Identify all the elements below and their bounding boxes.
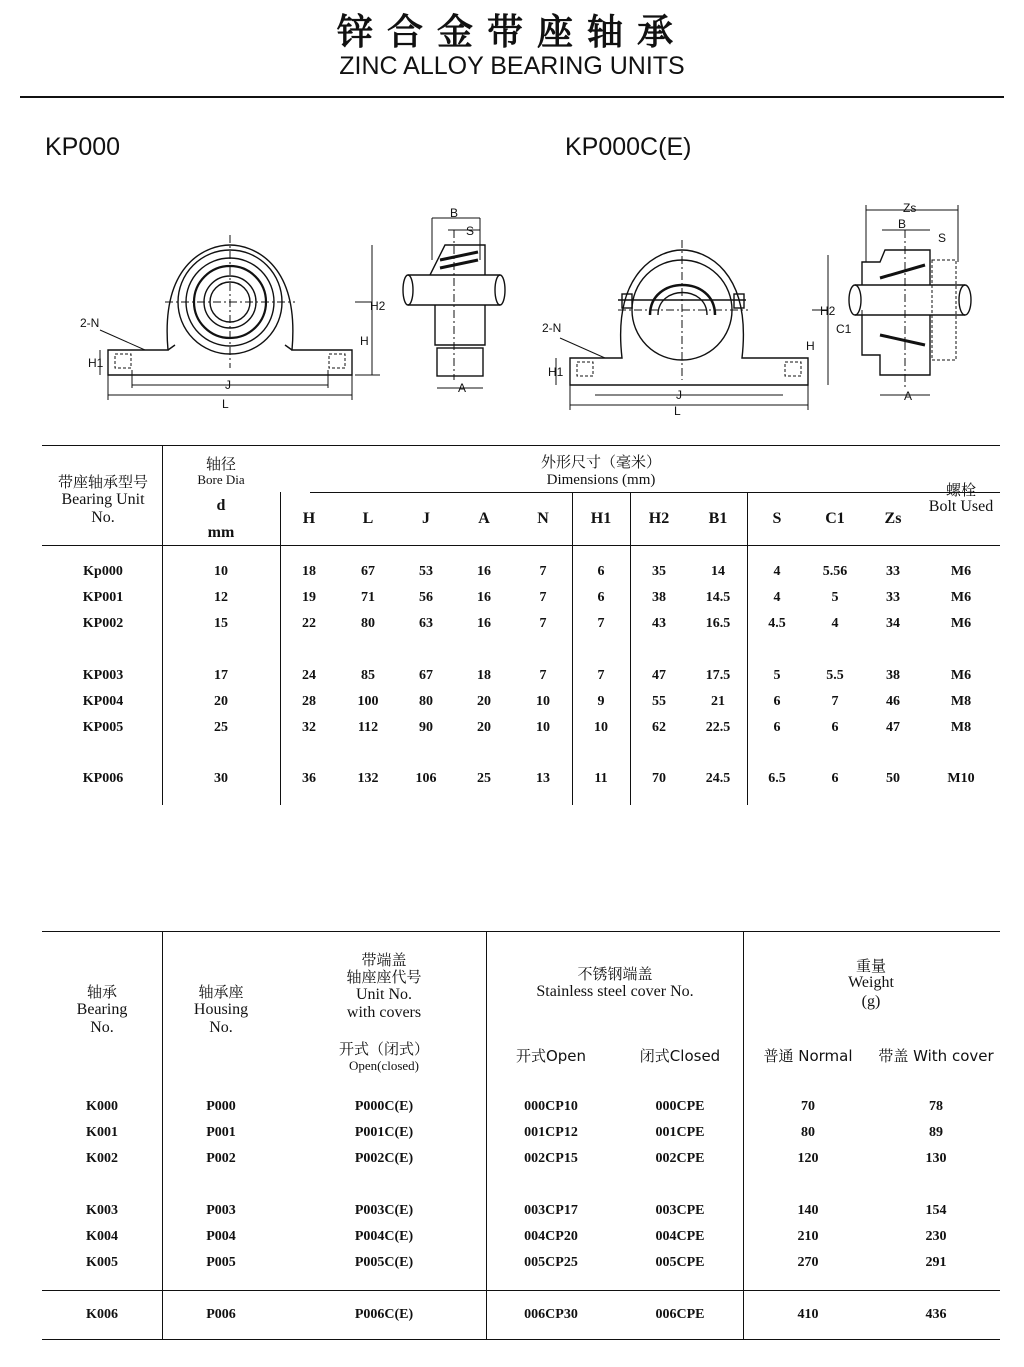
table-cell: 7 <box>539 668 547 683</box>
table-cell: P003C(E) <box>354 1203 414 1218</box>
table-cell: M8 <box>950 720 972 735</box>
table-cell: 16.5 <box>705 616 731 631</box>
table-cell: 70 <box>801 1099 815 1114</box>
row-bearing-no: K001 <box>86 1125 118 1140</box>
col-housing-en-2: No. <box>209 1019 233 1036</box>
table1-divider <box>162 445 163 805</box>
table-cell: P004C(E) <box>354 1229 414 1244</box>
table1-header-rule <box>42 545 1000 546</box>
table2-divider <box>162 931 163 1339</box>
table-cell: P004 <box>206 1229 236 1244</box>
col-weight-normal: 普通 Normal <box>763 1047 853 1065</box>
table-cell: 10 <box>594 720 608 735</box>
table-cell: 112 <box>357 720 379 735</box>
table-cell: P006C(E) <box>354 1307 414 1322</box>
model-label-right: KP000C(E) <box>565 133 692 161</box>
table-cell: 78 <box>929 1099 943 1114</box>
col-unit-cn-1: 带端盖 <box>361 951 407 969</box>
table-cell: 6 <box>597 564 605 579</box>
table-cell: P005 <box>206 1255 236 1270</box>
model-label-left: KP000 <box>45 133 121 161</box>
label-left-h: H <box>360 334 369 348</box>
table-cell: 132 <box>357 771 379 786</box>
label-left-n: 2-N <box>80 316 100 330</box>
table-cell: 20 <box>477 720 491 735</box>
label-left-a: A <box>458 381 467 395</box>
table-cell: 35 <box>652 564 666 579</box>
label-left-b: B <box>450 206 459 220</box>
label-left-s: S <box>466 224 475 238</box>
table-cell: 100 <box>357 694 379 709</box>
table-cell: 19 <box>302 590 316 605</box>
table1-group-rule <box>310 492 1000 493</box>
table-cell: 4 <box>773 564 781 579</box>
table1-divider <box>572 492 573 805</box>
table-cell: 17 <box>214 668 228 683</box>
table-cell: 130 <box>925 1151 947 1166</box>
col-h1: H1 <box>590 510 612 527</box>
col-bolt-cn: 螺栓 <box>945 481 977 499</box>
col-l: L <box>362 510 374 527</box>
table-cell: 36 <box>302 771 316 786</box>
col-cover-cn: 不锈钢端盖 <box>577 965 653 983</box>
col-unit-en-2: No. <box>91 509 115 526</box>
kp000ce-front-view <box>556 240 828 410</box>
table-cell: 47 <box>886 720 900 735</box>
label-right-h2: H2 <box>820 304 836 318</box>
table-cell: 13 <box>536 771 550 786</box>
table-cell: 4.5 <box>768 616 786 631</box>
table-cell: 6 <box>773 694 781 709</box>
table-cell: P001 <box>206 1125 236 1140</box>
table-cell: 5.56 <box>822 564 848 579</box>
kp000-side-view <box>403 218 505 388</box>
table-cell: P002C(E) <box>354 1151 414 1166</box>
col-zs: Zs <box>884 510 902 527</box>
table-cell: 16 <box>477 564 491 579</box>
table-cell: 006CP30 <box>524 1307 578 1322</box>
table-cell: 9 <box>597 694 605 709</box>
table-cell: 56 <box>419 590 433 605</box>
table-cell: 90 <box>419 720 433 735</box>
col-dims-cn: 外形尺寸（毫米） <box>540 453 662 471</box>
table-cell: M6 <box>950 564 972 579</box>
table2-divider <box>486 931 487 1339</box>
table-cell: 17.5 <box>705 668 731 683</box>
table-cell: 7 <box>539 564 547 579</box>
table-cell: 7 <box>831 694 839 709</box>
label-right-h: H <box>806 339 815 353</box>
row-unit-no: KP006 <box>82 771 124 786</box>
table-cell: 004CPE <box>655 1229 705 1244</box>
col-weight-en: Weight <box>848 974 894 991</box>
col-weight-unit: (g) <box>861 993 881 1010</box>
row-bearing-no: K000 <box>86 1099 118 1114</box>
col-n: N <box>537 510 549 527</box>
table-cell: 6 <box>773 720 781 735</box>
label-right-h1: H1 <box>548 365 564 379</box>
table-cell: 10 <box>536 720 550 735</box>
row-bearing-no: K005 <box>86 1255 118 1270</box>
table1-top-rule <box>42 445 1000 446</box>
label-left-h2: H2 <box>370 299 386 313</box>
label-right-s: S <box>938 231 947 245</box>
table-cell: 50 <box>886 771 900 786</box>
table-cell: 24 <box>302 668 316 683</box>
table-cell: 67 <box>419 668 433 683</box>
table-cell: P001C(E) <box>354 1125 414 1140</box>
col-b1: B1 <box>708 510 728 527</box>
table-cell: 43 <box>652 616 666 631</box>
table-cell: 5 <box>831 590 839 605</box>
table-cell: 14 <box>711 564 725 579</box>
table-cell: P006 <box>206 1307 236 1322</box>
label-left-j: J <box>225 378 231 392</box>
row-bearing-no: K004 <box>86 1229 118 1244</box>
table-cell: 436 <box>925 1307 947 1322</box>
row-unit-no: Kp000 <box>83 564 123 579</box>
col-s: S <box>772 510 782 527</box>
table-cell: 24.5 <box>705 771 731 786</box>
table-cell: M6 <box>950 616 972 631</box>
table-cell: 10 <box>536 694 550 709</box>
label-right-b: B <box>898 217 907 231</box>
table-cell: P002 <box>206 1151 236 1166</box>
table-cell: 000CPE <box>655 1099 705 1114</box>
col-weight-cn: 重量 <box>855 957 887 975</box>
table-cell: P003 <box>206 1203 236 1218</box>
table-cell: 21 <box>711 694 725 709</box>
col-bearing-en-1: Bearing <box>76 1001 128 1018</box>
table-cell: 85 <box>361 668 375 683</box>
col-cover-closed: 闭式Closed <box>639 1047 721 1065</box>
table-cell: M8 <box>950 694 972 709</box>
table-cell: 000CP10 <box>524 1099 578 1114</box>
table-cell: 120 <box>797 1151 819 1166</box>
col-unit-en-1: Unit No. <box>356 986 412 1003</box>
col-dims-en: Dimensions (mm) <box>546 472 656 488</box>
col-unit-cn: 带座轴承型号 <box>57 473 149 491</box>
table2-rule <box>42 931 1000 932</box>
table-cell: 46 <box>886 694 900 709</box>
table2-divider <box>743 931 744 1339</box>
table-cell: 6 <box>831 720 839 735</box>
table-cell: 16 <box>477 616 491 631</box>
label-right-c1: C1 <box>836 322 852 336</box>
row-bearing-no: K006 <box>86 1307 118 1322</box>
label-right-zs: Zs <box>903 201 917 215</box>
page-title-cn: 锌合金带座轴承 <box>336 12 687 53</box>
col-unit-en-2: with covers <box>346 1004 422 1021</box>
col-h: H <box>302 510 316 527</box>
col-cover-en: Stainless steel cover No. <box>536 983 694 1000</box>
col-housing-en-1: Housing <box>193 1001 249 1018</box>
table-cell: 16 <box>477 590 491 605</box>
table-cell: 70 <box>652 771 666 786</box>
table-cell: 5 <box>773 668 781 683</box>
label-right-a: A <box>904 389 913 403</box>
table-cell: 6.5 <box>768 771 786 786</box>
title-divider <box>20 96 1004 98</box>
col-cover-open: 开式Open <box>515 1047 587 1065</box>
col-h2: H2 <box>648 510 670 527</box>
table-cell: 410 <box>797 1307 819 1322</box>
row-unit-no: KP005 <box>82 720 124 735</box>
col-weight-withcover: 带盖 With cover <box>878 1047 994 1065</box>
table-cell: P000 <box>206 1099 236 1114</box>
table-cell: 47 <box>652 668 666 683</box>
col-unit-cn-2: 轴座座代号 <box>346 968 422 986</box>
kp000ce-side-view <box>849 205 971 395</box>
col-bore-cn: 轴径 <box>205 455 237 473</box>
table-cell: 28 <box>302 694 316 709</box>
table-cell: 63 <box>419 616 433 631</box>
table-cell: P000C(E) <box>354 1099 414 1114</box>
table-cell: 210 <box>797 1229 819 1244</box>
table-cell: 7 <box>597 668 605 683</box>
table-cell: 80 <box>419 694 433 709</box>
table1-divider <box>747 492 748 805</box>
table-cell: 20 <box>214 694 228 709</box>
table-cell: 55 <box>652 694 666 709</box>
col-a: A <box>478 510 490 527</box>
col-unit-en-1: Bearing Unit <box>61 491 145 508</box>
table-cell: M6 <box>950 668 972 683</box>
table-cell: 33 <box>886 590 900 605</box>
col-bolt-en: Bolt Used <box>928 498 994 515</box>
table-cell: 4 <box>773 590 781 605</box>
table-cell: 30 <box>214 771 228 786</box>
table-cell: 006CPE <box>655 1307 705 1322</box>
table-cell: 001CP12 <box>524 1125 578 1140</box>
table-cell: 20 <box>477 694 491 709</box>
table-cell: 22 <box>302 616 316 631</box>
table-cell: M6 <box>950 590 972 605</box>
col-bearing-en-2: No. <box>90 1019 114 1036</box>
table1-divider <box>630 492 631 805</box>
row-unit-no: KP003 <box>82 668 124 683</box>
table-cell: 18 <box>302 564 316 579</box>
table-cell: 291 <box>925 1255 947 1270</box>
table-cell: 154 <box>925 1203 947 1218</box>
table-cell: 001CPE <box>655 1125 705 1140</box>
table-cell: 7 <box>597 616 605 631</box>
label-right-n: 2-N <box>542 321 562 335</box>
row-unit-no: KP001 <box>82 590 124 605</box>
table2-rule <box>42 1290 1000 1291</box>
table-cell: 71 <box>361 590 375 605</box>
table-cell: 10 <box>214 564 228 579</box>
table-cell: 230 <box>925 1229 947 1244</box>
table-cell: 14.5 <box>705 590 731 605</box>
col-unit-sub-en: Open(closed) <box>348 1058 420 1073</box>
row-unit-no: KP002 <box>82 616 124 631</box>
table-cell: 32 <box>302 720 316 735</box>
table-cell: 002CPE <box>655 1151 705 1166</box>
table-cell: 004CP20 <box>524 1229 578 1244</box>
label-right-j: J <box>676 388 682 402</box>
col-bearing-cn: 轴承 <box>86 983 118 1001</box>
table-cell: 53 <box>419 564 433 579</box>
table-cell: 62 <box>652 720 666 735</box>
col-bore-en: Bore Dia <box>197 472 245 487</box>
table-cell: 4 <box>831 616 839 631</box>
table-cell: 25 <box>477 771 491 786</box>
table-cell: 005CP25 <box>524 1255 578 1270</box>
table-cell: 18 <box>477 668 491 683</box>
table1-divider <box>280 492 281 805</box>
table2-rule <box>42 1339 1000 1340</box>
table-cell: 003CPE <box>655 1203 705 1218</box>
col-c1: C1 <box>825 510 845 527</box>
table-cell: 89 <box>929 1125 943 1140</box>
col-unit-sub-cn: 开式（闭式） <box>338 1040 430 1058</box>
table-cell: 7 <box>539 590 547 605</box>
table-cell: 34 <box>886 616 900 631</box>
bearing-drawings <box>0 190 1024 420</box>
table-cell: 33 <box>886 564 900 579</box>
table-cell: 38 <box>886 668 900 683</box>
row-bearing-no: K002 <box>86 1151 118 1166</box>
col-housing-cn: 轴承座 <box>198 983 244 1001</box>
table-cell: 15 <box>214 616 228 631</box>
table-cell: 7 <box>539 616 547 631</box>
col-bore-d: d <box>216 497 226 514</box>
table-cell: 6 <box>831 771 839 786</box>
table-cell: 106 <box>415 771 437 786</box>
page-title-en: ZINC ALLOY BEARING UNITS <box>339 52 685 80</box>
label-left-h1: H1 <box>88 356 104 370</box>
table-cell: 270 <box>797 1255 819 1270</box>
table-cell: 22.5 <box>705 720 731 735</box>
label-right-l: L <box>674 404 681 418</box>
table-cell: 005CPE <box>655 1255 705 1270</box>
table-cell: 002CP15 <box>524 1151 578 1166</box>
label-left-l: L <box>222 397 229 411</box>
table-cell: 003CP17 <box>524 1203 578 1218</box>
table-cell: M10 <box>947 771 975 786</box>
kp000-front-view <box>100 235 380 400</box>
table-cell: P005C(E) <box>354 1255 414 1270</box>
table-cell: 80 <box>361 616 375 631</box>
table-cell: 25 <box>214 720 228 735</box>
table-cell: 11 <box>594 771 608 786</box>
row-unit-no: KP004 <box>82 694 124 709</box>
table-cell: 12 <box>214 590 228 605</box>
table-cell: 140 <box>797 1203 819 1218</box>
table-cell: 6 <box>597 590 605 605</box>
table-cell: 80 <box>801 1125 815 1140</box>
table-cell: 67 <box>361 564 375 579</box>
col-j: J <box>422 510 430 527</box>
col-bore-mm: mm <box>207 524 235 541</box>
row-bearing-no: K003 <box>86 1203 118 1218</box>
table-cell: 38 <box>652 590 666 605</box>
table-cell: 5.5 <box>826 668 844 683</box>
